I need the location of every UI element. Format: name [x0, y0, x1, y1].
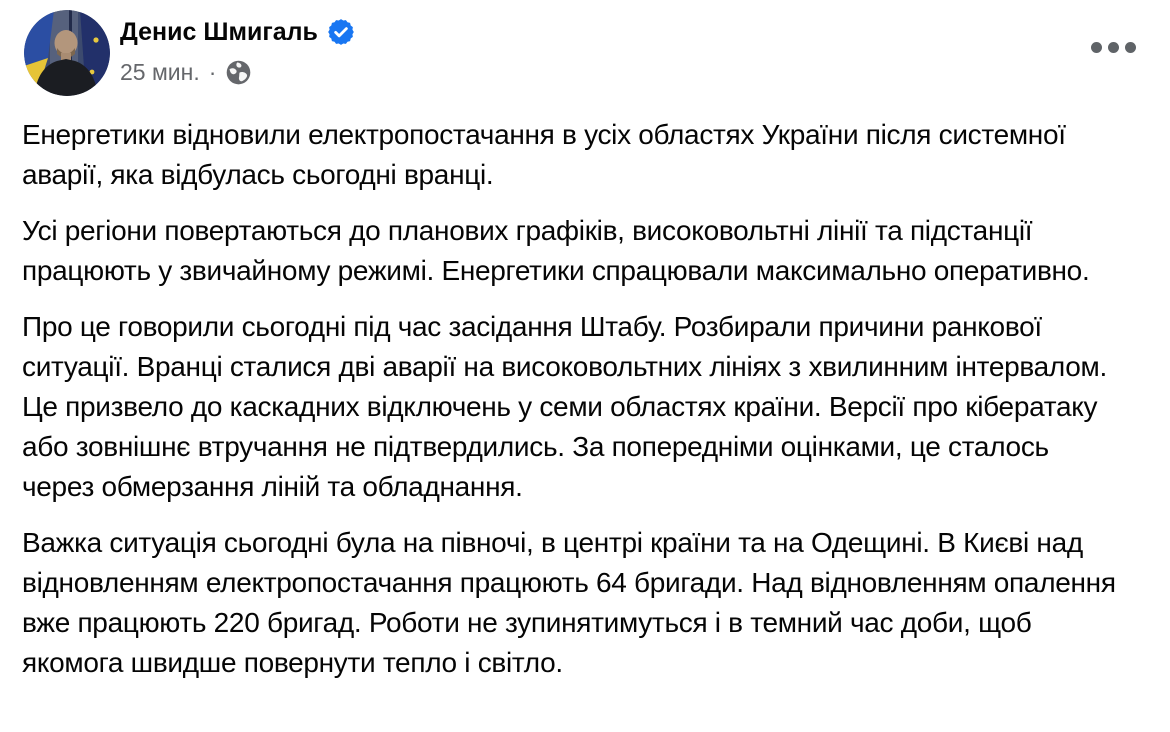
post-meta-row — [120, 58, 355, 86]
more-options-button[interactable] — [1087, 38, 1140, 57]
post-paragraph: Важка ситуація сьогодні була на півночі, в центрі країни та на Одещині. В Києві над відновленням електропостачання працюють 64 бригади. Над відновленням опалення вже працюють 220 бригад. Роботи не зупинятимуться і в темний час доби, щоб якомога швидше повернути тепло і світло. — [22, 527, 1116, 678]
author-name[interactable]: Денис Шмигаль — [120, 18, 318, 46]
avatar[interactable] — [24, 10, 110, 96]
header-text — [120, 10, 355, 86]
post-header — [0, 0, 1170, 96]
globe-icon — [225, 59, 252, 86]
post-paragraph: Про це говорили сьогодні під час засідання Штабу. Розбирали причини ранкової ситуації. Вранці сталися дві аварії на високовольтних лініях з хвилинним інтервалом. Це призвело до каскадних відключень у семи областях країни. Версії про кібератаку або зовнішнє втручання не підтвердились. За попередніми оцінками, це сталось через обмерзання ліній та обладнання. — [22, 311, 1107, 502]
author-name-row — [120, 17, 355, 47]
post-paragraph: Усі регіони повертаються до планових графіків, високовольтні лінії та підстанції працюють у звичайному режимі. Енергетики спрацювали максимально оперативно. — [22, 215, 1090, 286]
ellipsis-dot — [1125, 42, 1136, 53]
timestamp[interactable]: 25 мин. — [120, 59, 200, 85]
ellipsis-dot — [1091, 42, 1102, 53]
post-body — [0, 96, 1170, 683]
post-paragraph: Енергетики відновили електропостачання в усіх областях України після системної аварії, яка відбулась сьогодні вранці. — [22, 119, 1066, 190]
profile-photo — [24, 10, 110, 96]
verified-badge-icon — [327, 18, 355, 46]
ellipsis-dot — [1108, 42, 1119, 53]
meta-separator: · — [208, 59, 217, 85]
